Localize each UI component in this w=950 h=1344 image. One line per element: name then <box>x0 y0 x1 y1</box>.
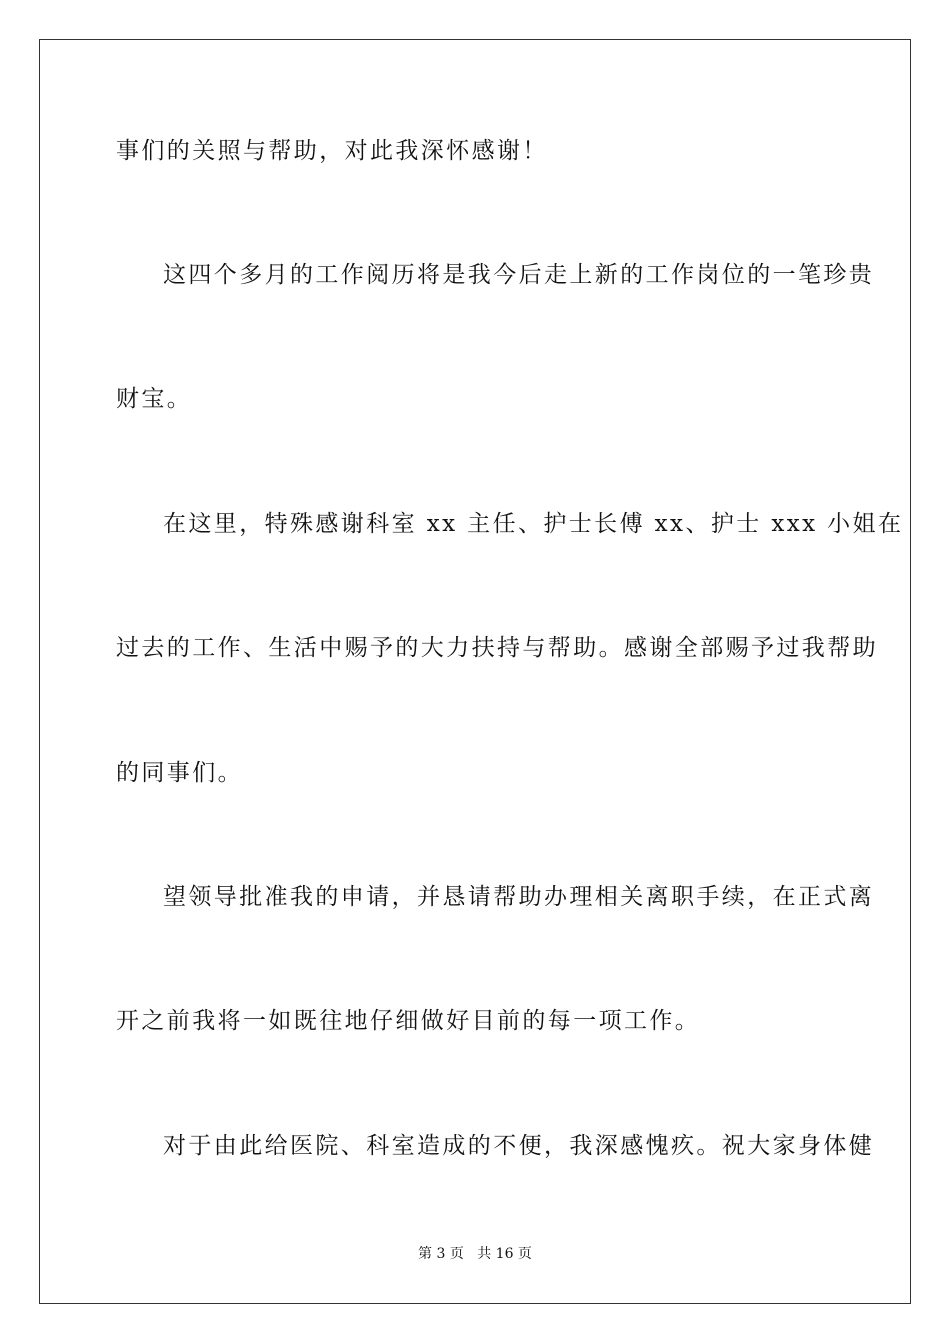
body-line-5: 过去的工作、生活中赐予的大力扶持与帮助。感谢全部赐予过我帮助 <box>116 635 878 661</box>
body-line-2: 这四个多月的工作阅历将是我今后走上新的工作岗位的一笔珍贵 <box>163 262 875 288</box>
page-number: 第 3 页 <box>418 1246 464 1262</box>
body-line-9: 对于由此给医院、科室造成的不便，我深感愧疚。祝大家身体健 <box>163 1133 875 1159</box>
body-line-3: 财宝。 <box>116 386 193 412</box>
page-border <box>39 39 911 1304</box>
page-footer <box>0 1245 950 1263</box>
body-line-6: 的同事们。 <box>116 760 243 786</box>
body-line-4: 在这里，特殊感谢科室 xx 主任、护士长傅 xx、护士 xxx 小姐在 <box>163 511 904 537</box>
body-line-1: 事们的关照与帮助，对此我深怀感谢！ <box>116 138 548 164</box>
total-pages: 共 16 页 <box>477 1246 532 1262</box>
body-line-7: 望领导批准我的申请，并恳请帮助办理相关离职手续，在正式离 <box>163 884 875 910</box>
body-line-8: 开之前我将一如既往地仔细做好目前的每一项工作。 <box>116 1008 701 1034</box>
